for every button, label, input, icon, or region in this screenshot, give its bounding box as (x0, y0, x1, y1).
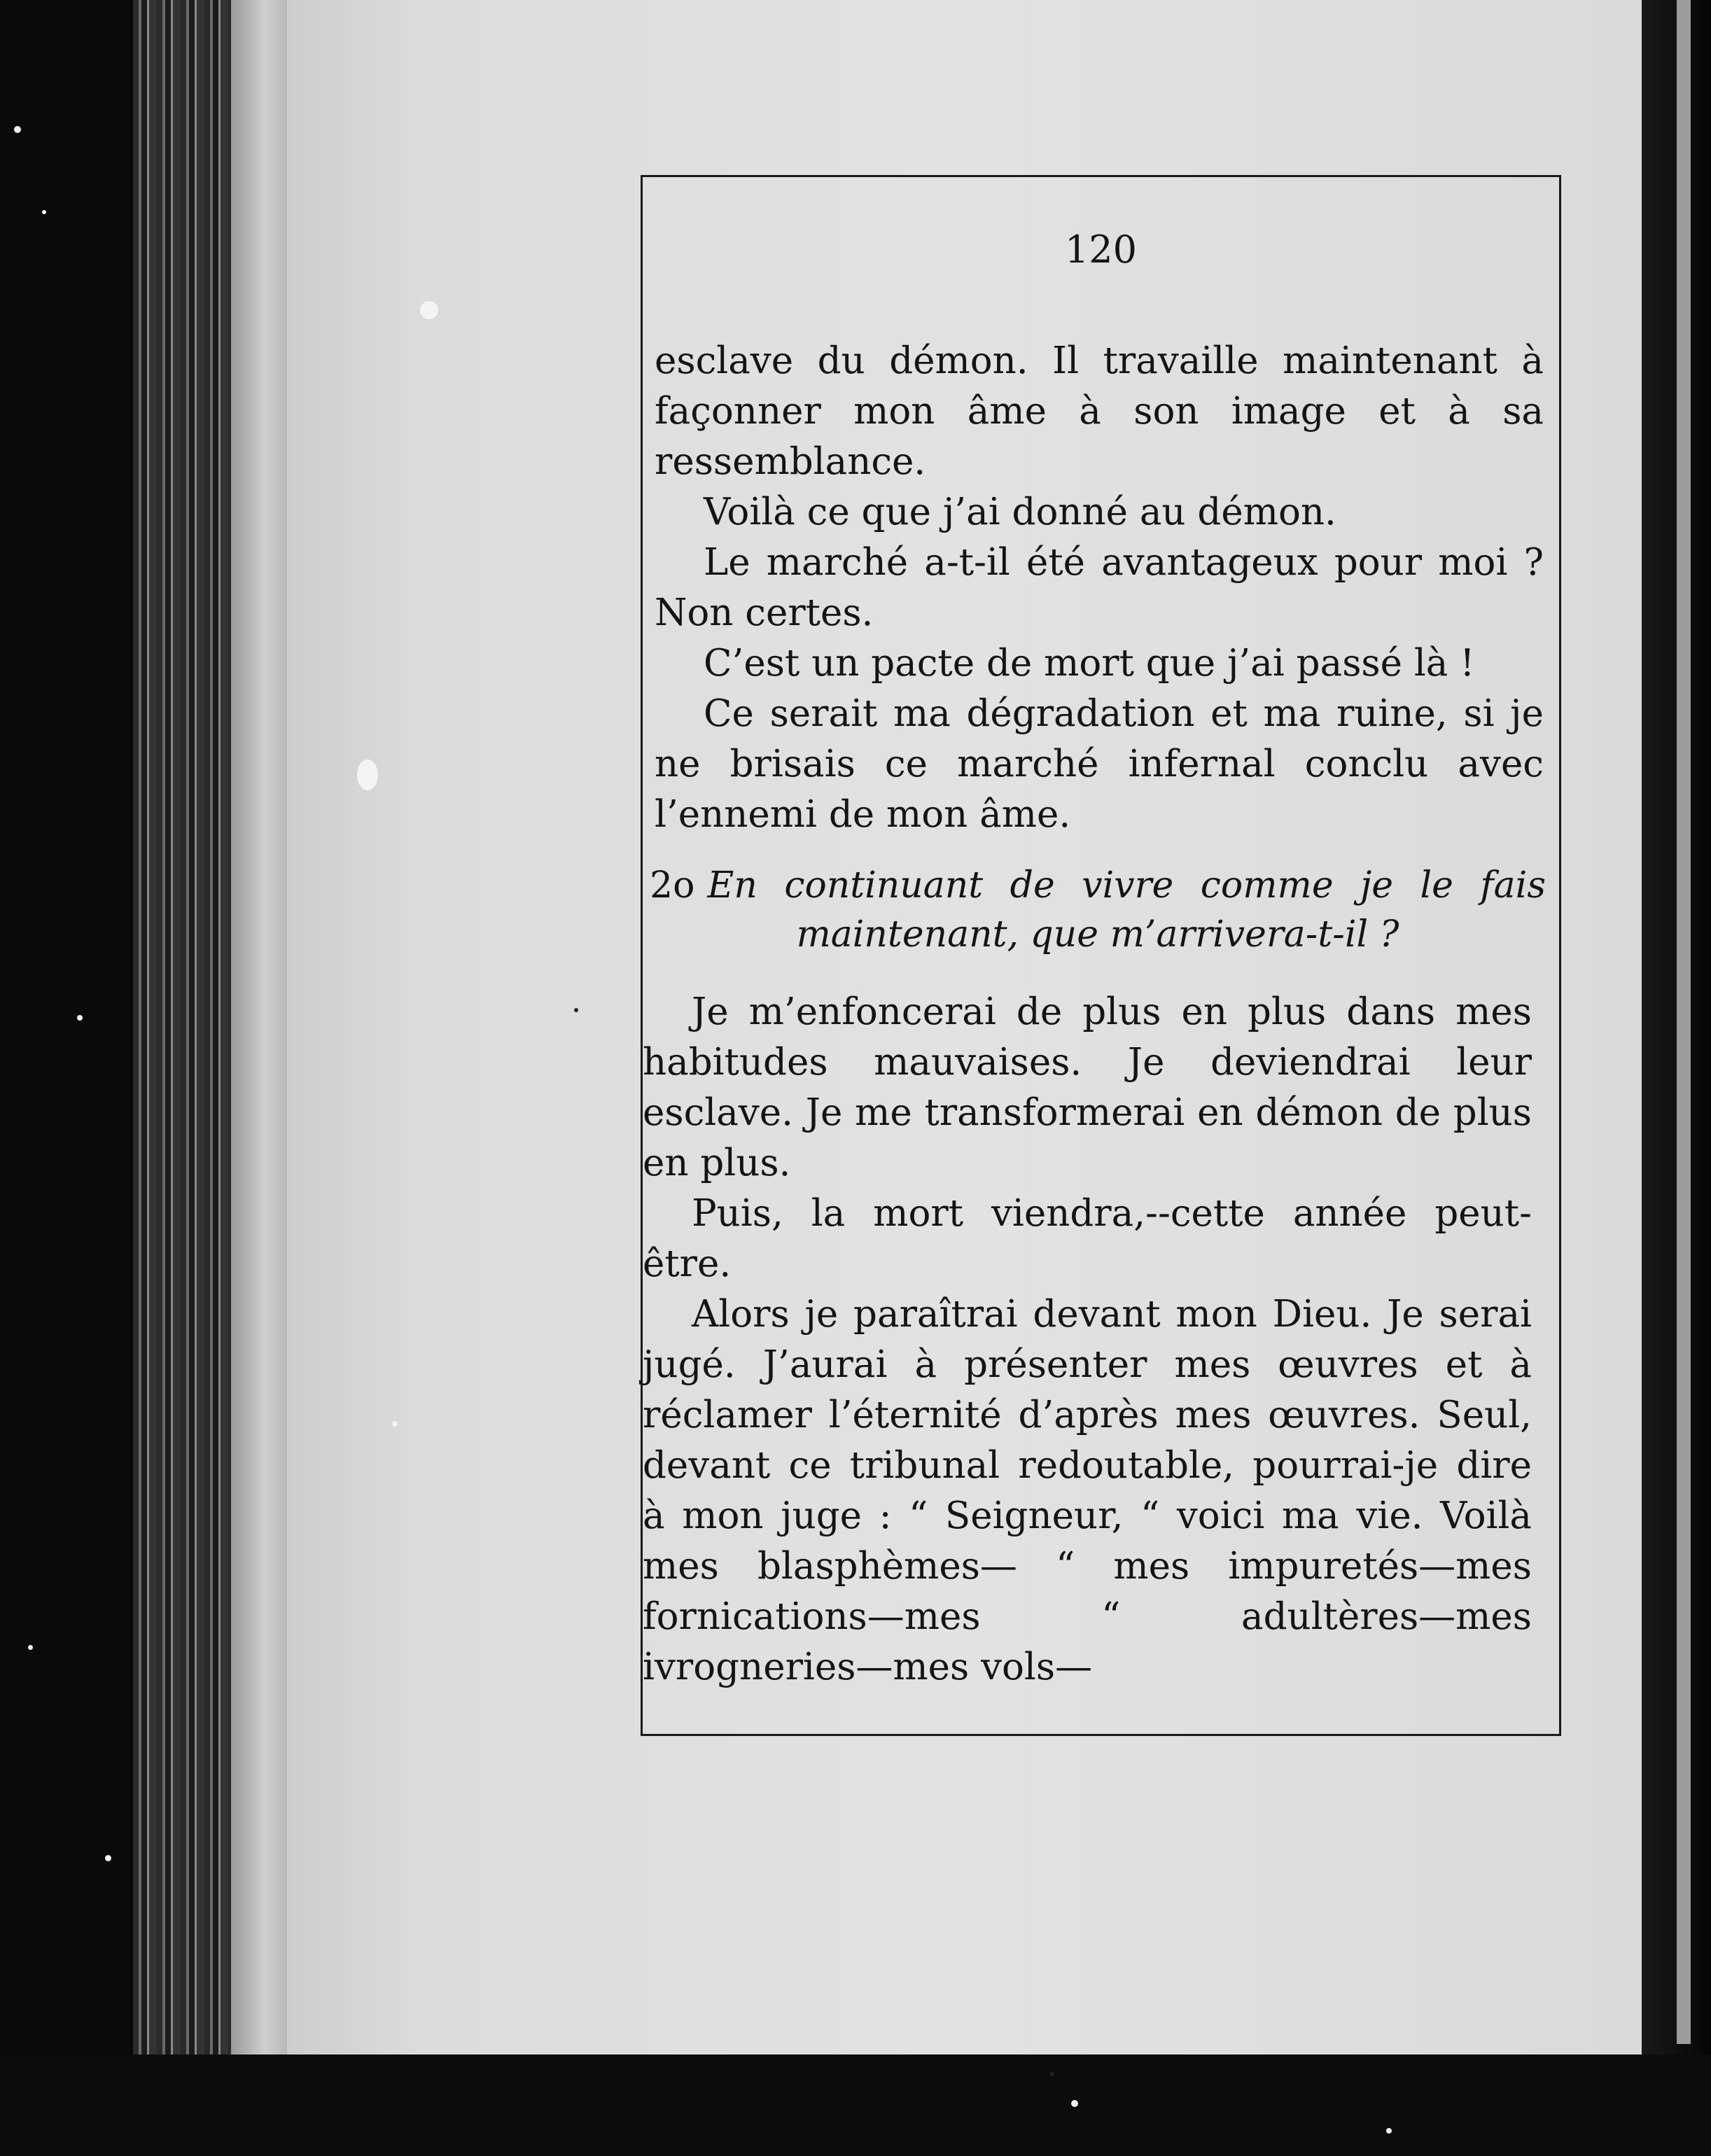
section-heading-line2: maintenant, que m’arrivera-t-il ? (796, 913, 1399, 955)
dust-speck (1071, 2100, 1078, 2107)
paragraph: Je m’enfoncerai de plus en plus dans mes habitudes mauvaises. Je deviendrai leur esclave. Je me transformerai en démon de plus en plus. (643, 990, 1532, 1184)
dust-speck (14, 126, 21, 133)
paragraph: Ce serait ma dégradation et ma ruine, si je ne brisais ce marché infernal conclu avec l’ennemi de mon âme. (655, 692, 1544, 836)
text-block-bottom (643, 987, 1532, 1693)
page-edge-right-leaf (1677, 0, 1691, 2044)
scan-background-bottom (0, 2054, 1711, 2156)
section-number: 2o (650, 864, 695, 906)
paragraph: esclave du démon. Il travaille maintenant à façonner mon âme à son image et à sa ressemblance. (655, 340, 1544, 483)
section-heading-line1 (650, 861, 1546, 910)
paragraph: Le marché a-t-il été avantageux pour moi ? Non certes. (655, 541, 1544, 634)
paragraph: Voilà ce que j’ai donné au démon. (704, 491, 1336, 533)
page-number: 120 (1064, 227, 1138, 272)
paragraph: Puis, la mort viendra,--cette année peut-être. (643, 1192, 1532, 1285)
dust-speck (357, 760, 378, 790)
dust-speck (77, 1015, 83, 1021)
section-heading-text1: En continuant de vivre comme je le fais (707, 864, 1546, 906)
ink-speck (574, 1008, 578, 1012)
dust-speck (28, 1645, 33, 1650)
dust-speck (105, 1855, 111, 1861)
page-gutter (231, 0, 287, 2065)
section-heading (650, 861, 1546, 959)
dust-speck (1386, 2128, 1392, 2134)
paragraph: C’est un pacte de mort que j’ai passé là ! (704, 642, 1475, 685)
ink-speck (1050, 2072, 1054, 2076)
dust-speck (392, 1421, 398, 1427)
dust-speck (42, 210, 46, 214)
paragraph: Alors je paraîtrai devant mon Dieu. Je serai jugé. J’aurai à présenter mes œuvres et à réclamer l’éternité d’après mes œuvres. Seul, devant ce tribunal redoutable, pourrai-je dire à mon juge : “ Seigneur, “ voici ma vie. Voilà mes blasphèmes— “ mes impuretés—mes fornications—mes “ adultères—mes ivrogneries—mes vols— (643, 1293, 1532, 1688)
dust-speck (420, 301, 438, 319)
text-block-top (655, 336, 1544, 840)
